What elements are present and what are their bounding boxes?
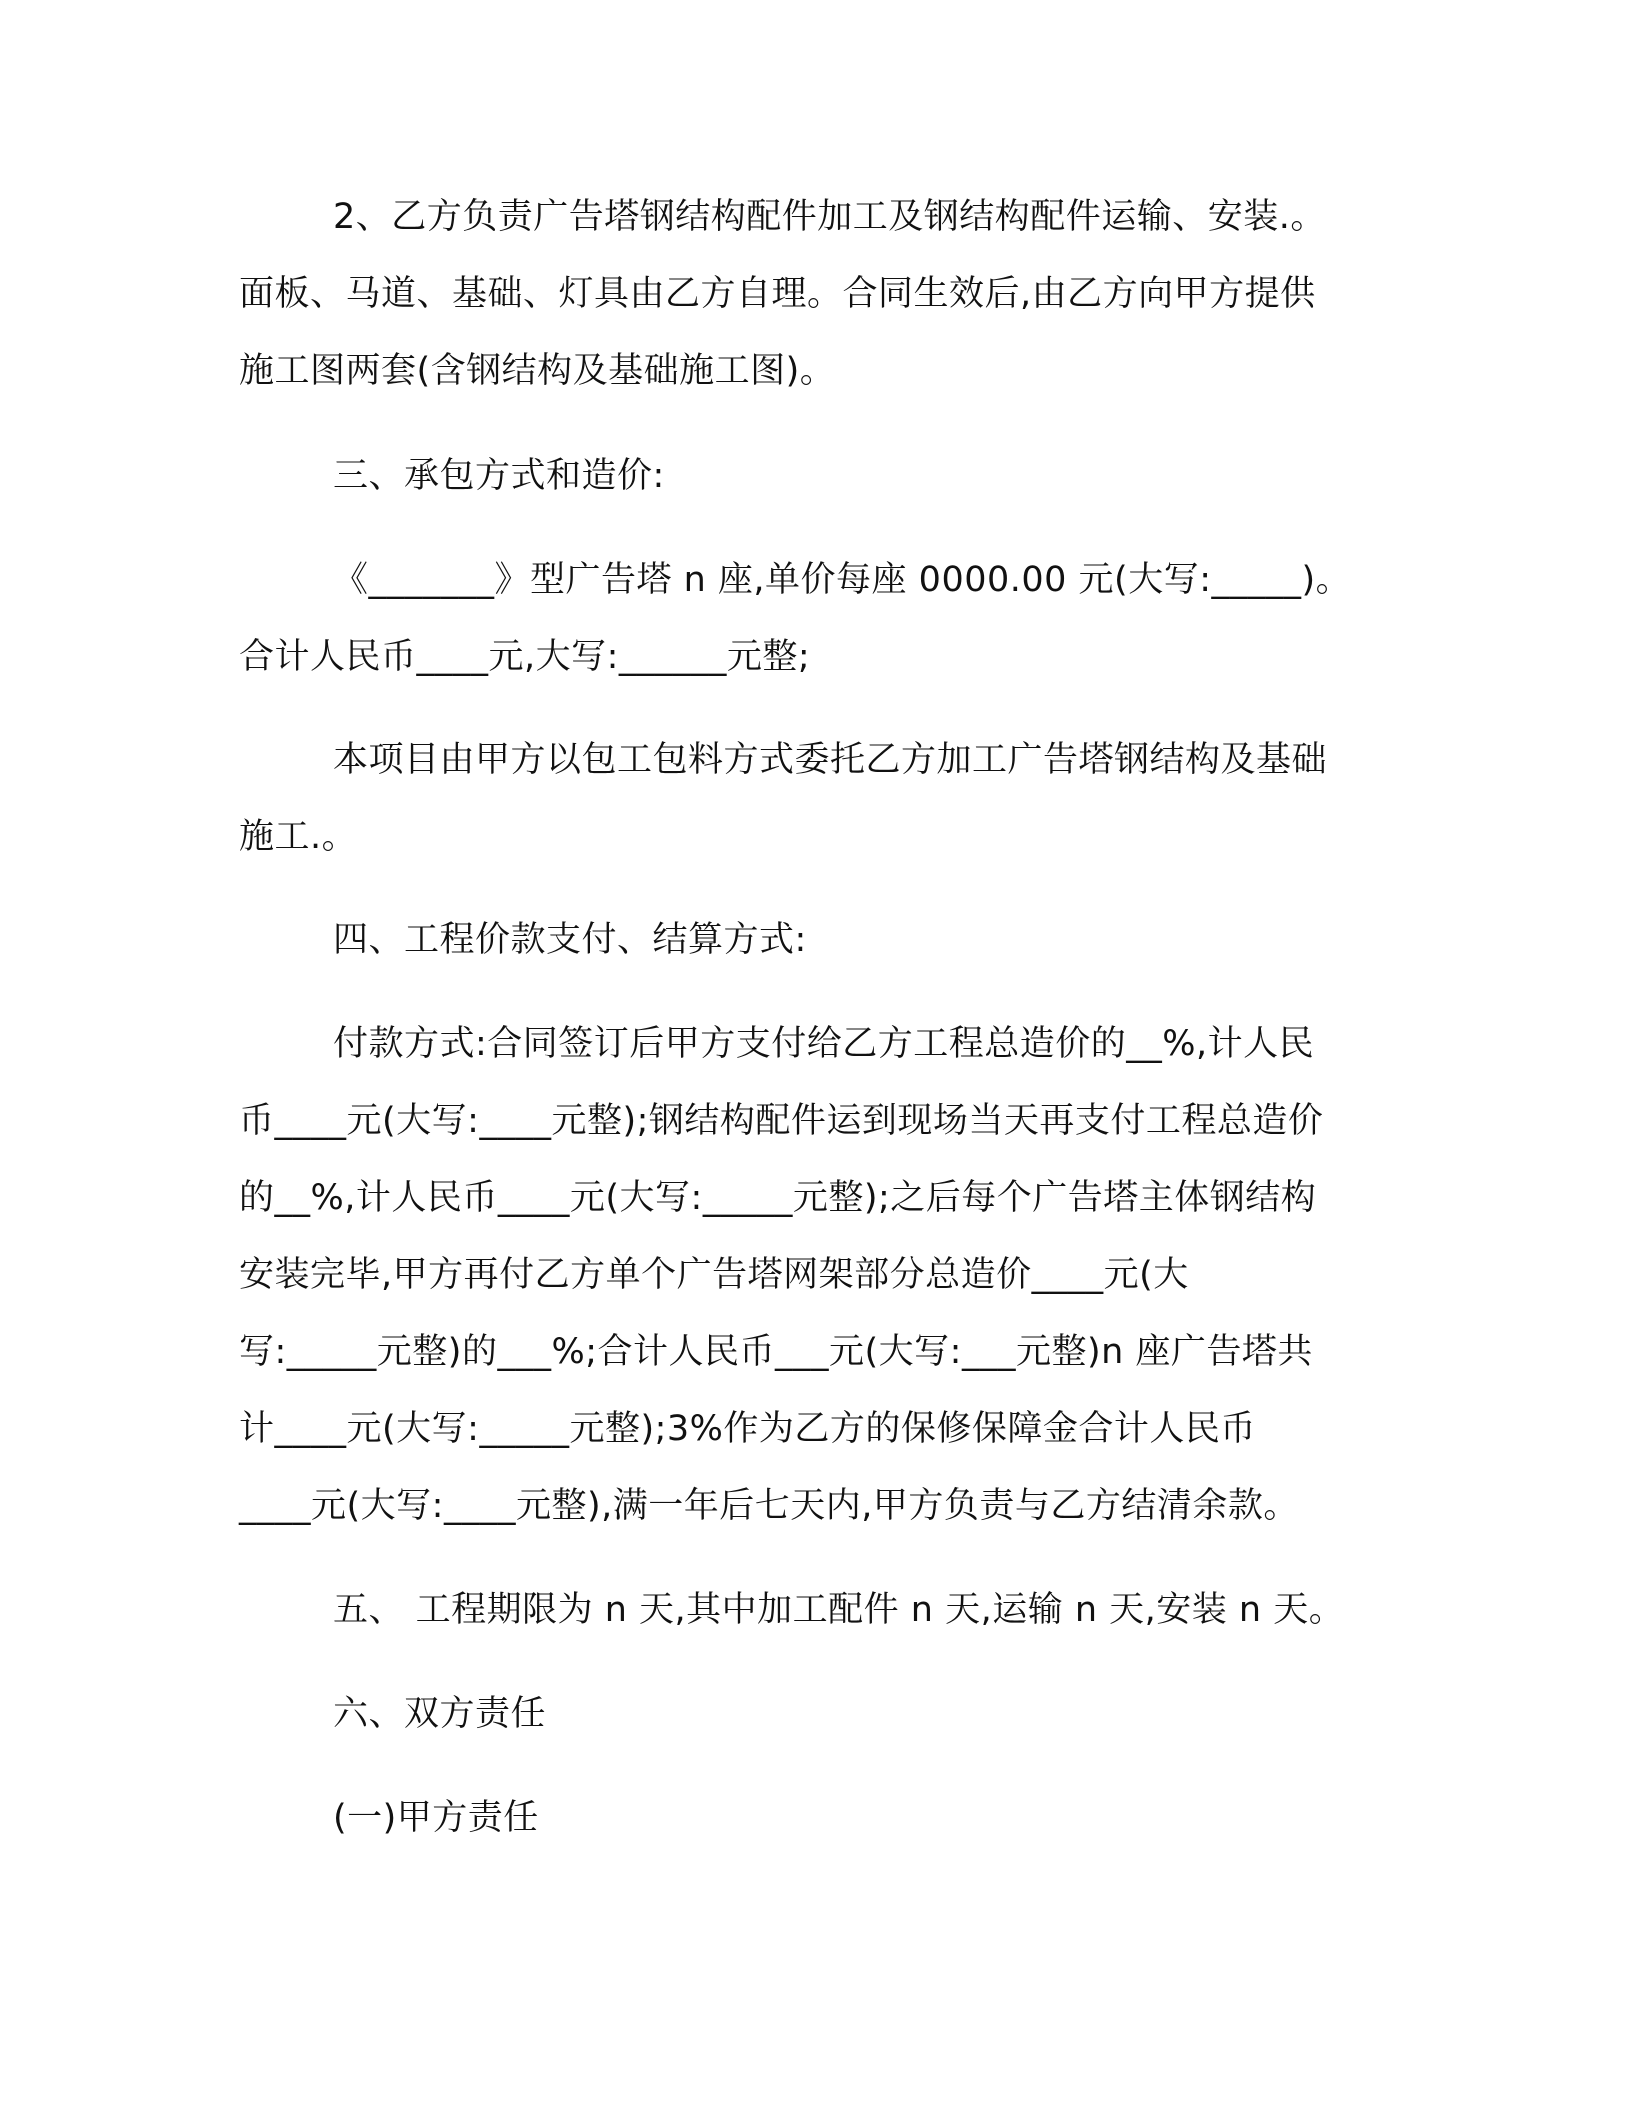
project-line-2: 施工.。 xyxy=(239,817,358,857)
clause-2-line-1: 2、乙方负责广告塔钢结构配件加工及钢结构配件运输、安装.。 xyxy=(333,197,1326,237)
section-6-heading: 六、双方责任 xyxy=(333,1694,547,1734)
price-line-1: 《_______》型广告塔 n 座,单价每座 0000.00 元(大写:_____)。 xyxy=(333,560,1352,600)
subsection-1-heading: (一)甲方责任 xyxy=(333,1798,539,1838)
payment-line-5: 写:_____元整)的___%;合计人民币___元(大写:___元整)n 座广告塔共 xyxy=(239,1332,1313,1372)
price-line-2: 合计人民币____元,大写:______元整; xyxy=(239,637,811,677)
payment-line-4: 安装完毕,甲方再付乙方单个广告塔网架部分总造价____元(大 xyxy=(239,1255,1189,1295)
section-4-heading: 四、工程价款支付、结算方式: xyxy=(333,920,807,960)
payment-line-7: ____元(大写:____元整),满一年后七天内,甲方负责与乙方结清余款。 xyxy=(239,1486,1299,1526)
clause-2-line-2: 面板、马道、基础、灯具由乙方自理。合同生效后,由乙方向甲方提供 xyxy=(239,274,1316,314)
project-line-1: 本项目由甲方以包工包料方式委托乙方加工广告塔钢结构及基础 xyxy=(333,740,1328,780)
payment-line-2: 币____元(大写:____元整);钢结构配件运到现场当天再支付工程总造价 xyxy=(239,1101,1324,1141)
section-5-line: 五、 工程期限为 n 天,其中加工配件 n 天,运输 n 天,安装 n 天。 xyxy=(333,1590,1345,1630)
payment-line-3: 的__%,计人民币____元(大写:_____元整);之后每个广告塔主体钢结构 xyxy=(239,1178,1317,1218)
clause-2-line-3: 施工图两套(含钢结构及基础施工图)。 xyxy=(239,351,836,391)
section-3-heading: 三、承包方式和造价: xyxy=(333,456,665,496)
payment-line-1: 付款方式:合同签订后甲方支付给乙方工程总造价的__%,计人民 xyxy=(333,1024,1315,1064)
payment-line-6: 计____元(大写:_____元整);3%作为乙方的保修保障金合计人民币 xyxy=(239,1409,1256,1449)
